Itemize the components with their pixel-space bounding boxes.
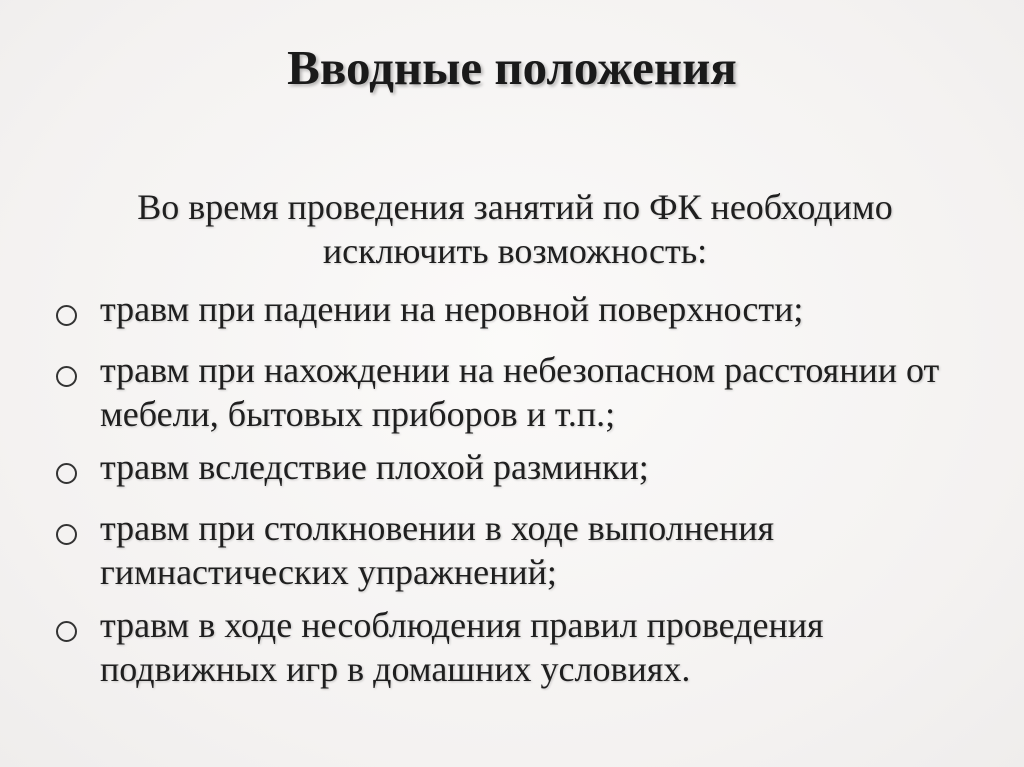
list-item <box>54 348 984 436</box>
list-item <box>54 603 984 691</box>
bullet-circle-icon <box>54 506 100 558</box>
list-item-text: травм вследствие плохой разминки; <box>100 447 649 487</box>
list-item-text: травм при нахождении на небезопасном расстоянии от мебели, бытовых приборов и т.п.; <box>100 350 940 434</box>
list-item-text: травм при столкновении в ходе выполнения гимнастических упражнений; <box>100 508 775 592</box>
intro-text: Во время проведения занятий по ФК необходимо исключить возможность: <box>137 187 893 271</box>
bullet-circle-icon <box>54 445 100 497</box>
list-item-text: травм при падении на неровной поверхности; <box>100 289 804 329</box>
slide-title: Вводные положения <box>287 40 737 95</box>
list-item <box>54 506 984 594</box>
bullet-circle-icon <box>54 287 100 339</box>
list-item <box>54 445 984 497</box>
list-item <box>54 287 984 339</box>
list-item-text: травм в ходе несоблюдения правил проведения подвижных игр в домашних условиях. <box>100 605 824 689</box>
bullet-circle-icon <box>54 603 100 655</box>
bullet-circle-icon <box>54 348 100 400</box>
bullet-list <box>54 287 984 700</box>
